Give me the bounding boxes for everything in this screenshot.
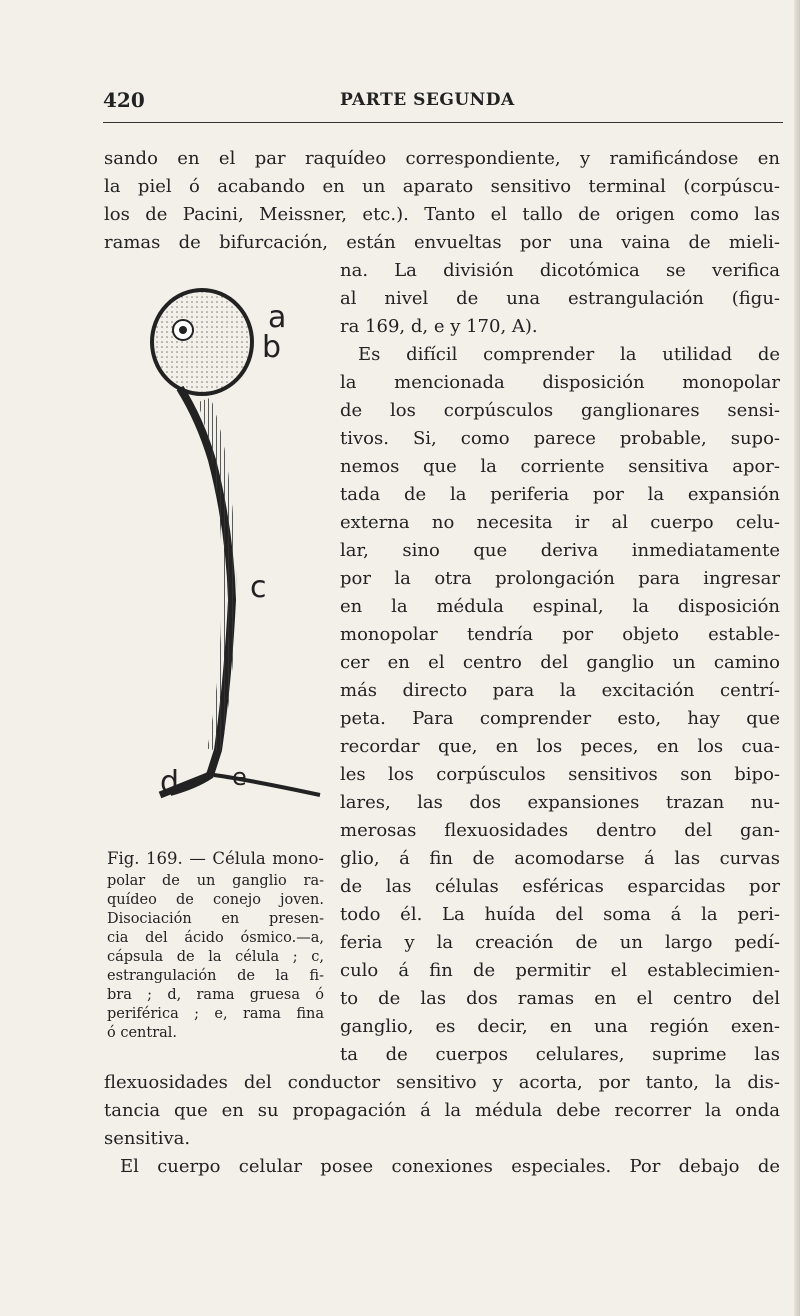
text-line: ramas de bifurcación, están envueltas por una vaina de mieli-: [104, 232, 780, 253]
text-line: ganglio, es decir, en una región exen-: [340, 1016, 780, 1037]
text-line: cer en el centro del ganglio un camino: [340, 652, 780, 673]
text-line: más directo para la excitación centrí-: [340, 680, 780, 701]
caption-line: estrangulación de la fi-: [107, 968, 324, 984]
text-line: todo él. La huída del soma á la peri-: [340, 904, 780, 925]
caption-line: Disociación en presen-: [107, 911, 324, 927]
text-line: to de las dos ramas en el centro del: [340, 988, 780, 1009]
text-line: por la otra prolongación para ingresar: [340, 568, 780, 589]
text-line: recordar que, en los peces, en los cua-: [340, 736, 780, 757]
caption-line: periférica ; e, rama fina: [107, 1006, 324, 1022]
page-number: 420: [103, 88, 145, 112]
text-line: na. La división dicotómica se verifica: [340, 260, 780, 281]
text-line: tivos. Si, como parece probable, supo-: [340, 428, 780, 449]
text-line: merosas flexuosidades dentro del gan-: [340, 820, 780, 841]
text-line: ra 169, d, e y 170, A).: [340, 316, 538, 337]
figure-label-a: a: [268, 300, 287, 335]
text-line: flexuosidades del conductor sensitivo y acorta, por tanto, la dis-: [104, 1072, 780, 1093]
text-line: glio, á fin de acomodarse á las curvas: [340, 848, 780, 869]
caption-line: quídeo de conejo joven.: [107, 892, 324, 908]
text-line: la mencionada disposición monopolar: [340, 372, 780, 393]
text-line: les los corpúsculos sensitivos son bipo-: [340, 764, 780, 785]
text-line: los de Pacini, Meissner, etc.). Tanto el tallo de origen como las: [104, 204, 780, 225]
caption-line: ó central.: [107, 1025, 178, 1041]
caption-line: cápsula de la célula ; c,: [107, 949, 324, 965]
text-line: lares, las dos expansiones trazan nu-: [340, 792, 780, 813]
text-line: externa no necesita ir al cuerpo celu-: [340, 512, 780, 533]
text-line: peta. Para comprender esto, hay que: [340, 708, 780, 729]
caption-line: polar de un ganglio ra-: [107, 873, 324, 889]
text-line: sando en el par raquídeo correspondiente, y ramificándose en: [104, 148, 780, 169]
caption-line: Fig. 169. — Célula mono-: [107, 849, 324, 868]
figure-169-illustration: [140, 280, 330, 820]
caption-line: cia del ácido ósmico.—a,: [107, 930, 324, 946]
caption-line: bra ; d, rama gruesa ó: [107, 987, 324, 1003]
cell-drawing: [140, 280, 330, 820]
text-line: tancia que en su propagación á la médula debe recorrer la onda: [104, 1100, 780, 1121]
figure-label-d: d: [160, 765, 180, 800]
text-line: sensitiva.: [104, 1128, 191, 1149]
text-line: al nivel de una estrangulación (figu-: [340, 288, 780, 309]
page-edge: [794, 0, 800, 1316]
figure-label-c: c: [250, 570, 267, 605]
text-line: lar, sino que deriva inmediatamente: [340, 540, 780, 561]
text-line: de las células esféricas esparcidas por: [340, 876, 780, 897]
text-line: El cuerpo celular posee conexiones especiales. Por debajo de: [120, 1156, 780, 1177]
text-line: la piel ó acabando en un aparato sensitivo terminal (corpúscu-: [104, 176, 780, 197]
text-line: en la médula espinal, la disposición: [340, 596, 780, 617]
figure-label-e: e: [232, 763, 247, 791]
text-line: feria y la creación de un largo pedí-: [340, 932, 780, 953]
header-rule: [103, 122, 783, 123]
text-line: de los corpúsculos ganglionares sensi-: [340, 400, 780, 421]
text-line: tada de la periferia por la expansión: [340, 484, 780, 505]
text-line: ta de cuerpos celulares, suprime las: [340, 1044, 780, 1065]
figure-label-b: b: [262, 330, 282, 365]
running-head: PARTE SEGUNDA: [340, 90, 515, 110]
text-line: Es difícil comprender la utilidad de: [358, 344, 780, 365]
text-line: monopolar tendría por objeto estable-: [340, 624, 780, 645]
text-line: culo á fin de permitir el establecimien-: [340, 960, 780, 981]
text-line: nemos que la corriente sensitiva apor-: [340, 456, 780, 477]
